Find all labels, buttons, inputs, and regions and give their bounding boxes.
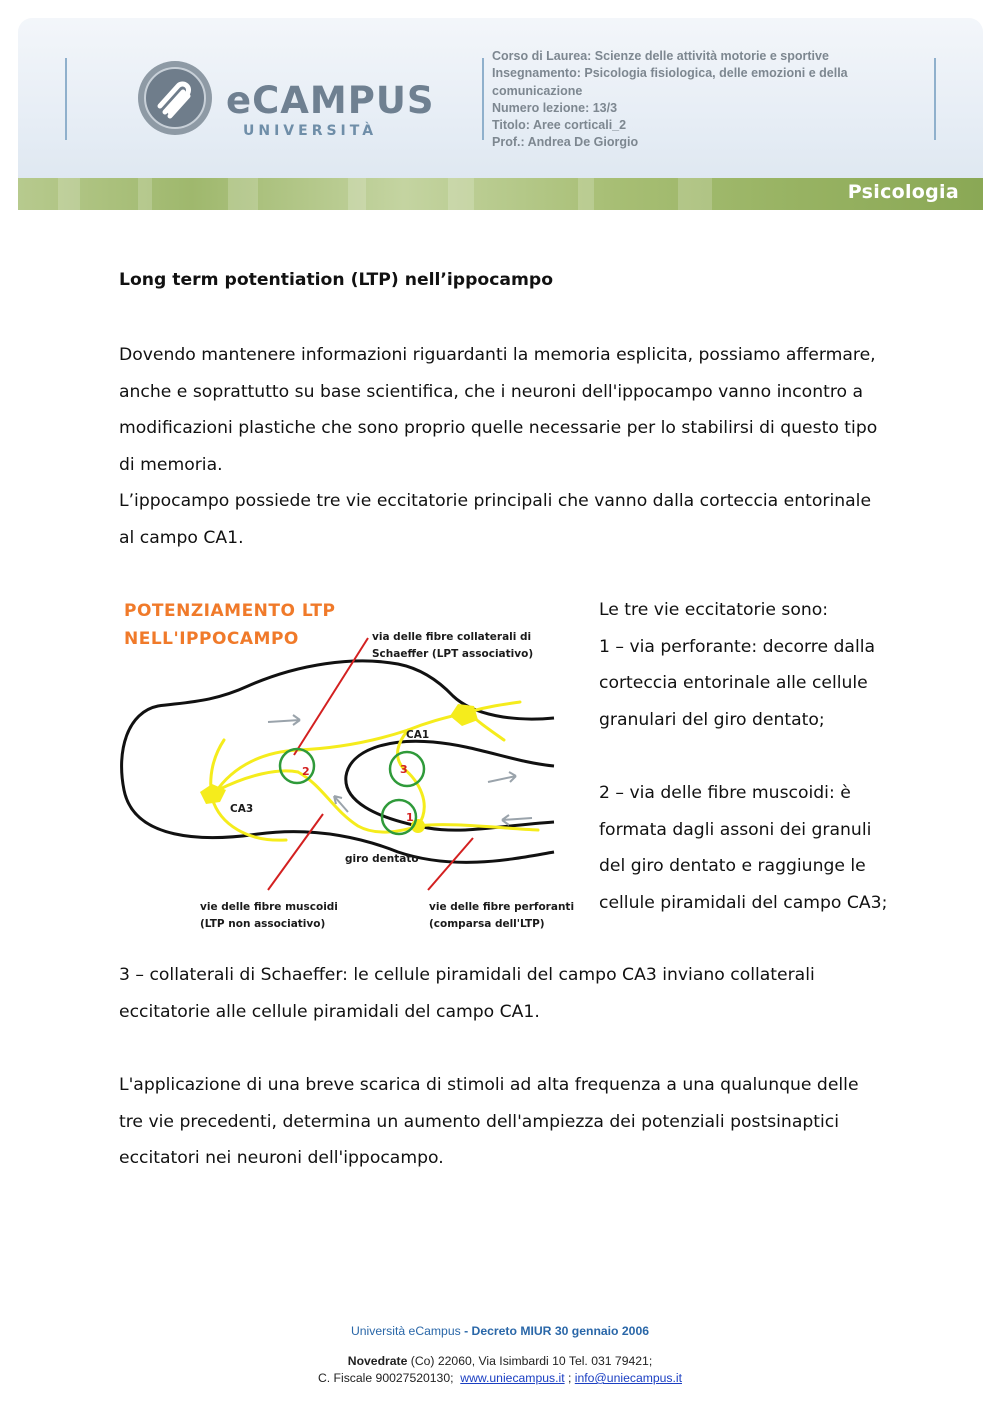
text-line: Dovendo mantenere informazioni riguardanti la memoria esplicita, possiamo affermare, [119,345,876,365]
footer-fiscal-code: C. Fiscale 90027520130; [317,1371,454,1385]
figure-title-line: POTENZIAMENTO LTP [124,601,336,621]
header-divider-left [65,58,67,140]
synapse-number: 1 [406,811,414,824]
perforant-label: vie delle fibre perforanti [429,901,575,913]
ca1-label: CA1 [406,729,430,741]
footer-decree: Decreto MIUR 30 gennaio 2006 [471,1324,650,1338]
pathway-2-line: formata dagli assoni dei granuli [599,819,872,840]
intro-paragraph [119,337,919,557]
logo-subtitle: UNIVERSITÀ [243,123,378,139]
pathways-list [599,592,909,921]
schaeffer-marker [294,638,368,755]
footer-decree-line: Università eCampus - Decreto MIUR 30 gennaio 2006 [350,1324,650,1338]
hippocampus-outline [122,661,554,862]
dentate-label: giro dentato [345,853,419,865]
pathway-1-line: 1 – via perforante: decorre dalla [599,636,876,657]
text-line: eccitatorie alle cellule piramidali del campo CA1. [119,1001,540,1022]
course-line: Numero lezione: 13/3 [492,100,618,115]
dentate-outline [346,741,554,830]
text-line: al campo CA1. [119,527,244,548]
footer-contact-line: C. Fiscale 90027520130; www.uniecampus.it ; info@uniecampus.it [317,1371,682,1385]
mossy-marker [268,814,323,890]
header-banner [18,18,983,210]
ltp-hippocampus-diagram [118,590,582,935]
schaeffer-label: Schaeffer (LPT associativo) [372,648,534,660]
text-line: di memoria. [119,454,223,475]
text-line: L'applicazione di una breve scarica di stimoli ad alta frequenza a una qualunque delle [119,1075,859,1095]
footer-city: Novedrate [347,1354,408,1368]
header-divider-middle [482,58,484,140]
pathway-2-line: 2 – via delle fibre muscoidi: è [599,782,851,803]
pathway-3-paragraph [119,957,919,1030]
ecampus-logo [138,60,438,155]
mossy-label: (LTP non associativo) [200,918,326,930]
course-line: comunicazione [492,83,583,98]
course-line: Titolo: Aree corticali_2 [492,118,627,133]
course-info [492,48,912,152]
footer-address-line [0,1354,1000,1368]
course-line: Corso di Laurea: Scienze delle attività motorie e sportive [492,49,829,63]
pathway-2-line: del giro dentato e raggiunge le [599,856,866,877]
text-line: anche e soprattutto su base scientifica, che i neuroni dell'ippocampo vanno incontro a [119,381,864,402]
footer-university: Università eCampus [350,1324,461,1338]
text-line: L’ippocampo possiede tre vie eccitatorie principali che vanno dalla corteccia entorinale [119,491,872,512]
footer-email-link[interactable]: info@uniecampus.it [574,1371,682,1385]
text-line: modificazioni plastiche che sono proprio quelle necessarie per lo stabilirsi di questo tipo [119,418,878,439]
ca3-label: CA3 [230,803,254,815]
mossy-label: vie delle fibre muscoidi [200,901,338,913]
subject-band [18,178,983,210]
perforant-label: (comparsa dell'LTP) [429,918,545,930]
subject-label: Psicologia [847,181,959,203]
pathway-2-line: cellule piramidali del campo CA3; [599,892,888,913]
arrow-icon [268,715,300,725]
perforant-marker [428,838,473,890]
conclusion-paragraph [119,1067,919,1177]
footer-address: (Co) 22060, Via Isimbardi 10 Tel. 031 79421; [410,1354,653,1368]
arrow-icon [488,772,516,782]
section-title: Long term potentiation (LTP) nell’ippocampo [119,270,554,290]
text-line: 3 – collaterali di Schaeffer: le cellule piramidali del campo CA3 inviano collaterali [119,965,815,985]
synapse-number: 2 [302,765,310,778]
pathways-intro: Le tre vie eccitatorie sono: [599,600,829,620]
header-divider-right [934,58,936,140]
pathway-1-line: corteccia entorinale alle cellule [599,673,868,694]
ca1-neuron [450,704,478,726]
logo-wordmark: eCAMPUS [226,79,435,122]
synapse-number: 3 [400,763,408,776]
course-line: Insegnamento: Psicologia fisiologica, delle emozioni e della [492,66,848,81]
arrow-icon [334,796,348,812]
pathway-1-line: granulari del giro dentato; [599,709,825,730]
course-line: Prof.: Andrea De Giorgio [492,135,639,150]
footer-website-link[interactable]: www.uniecampus.it [460,1371,565,1385]
schaeffer-label: via delle fibre collaterali di [372,631,532,643]
figure-title-line: NELL'IPPOCAMPO [124,629,299,649]
text-line: tre vie precedenti, determina un aumento dell'ampiezza dei potenziali postsinaptici [119,1111,839,1132]
text-line: eccitatori nei neuroni dell'ippocampo. [119,1148,444,1169]
